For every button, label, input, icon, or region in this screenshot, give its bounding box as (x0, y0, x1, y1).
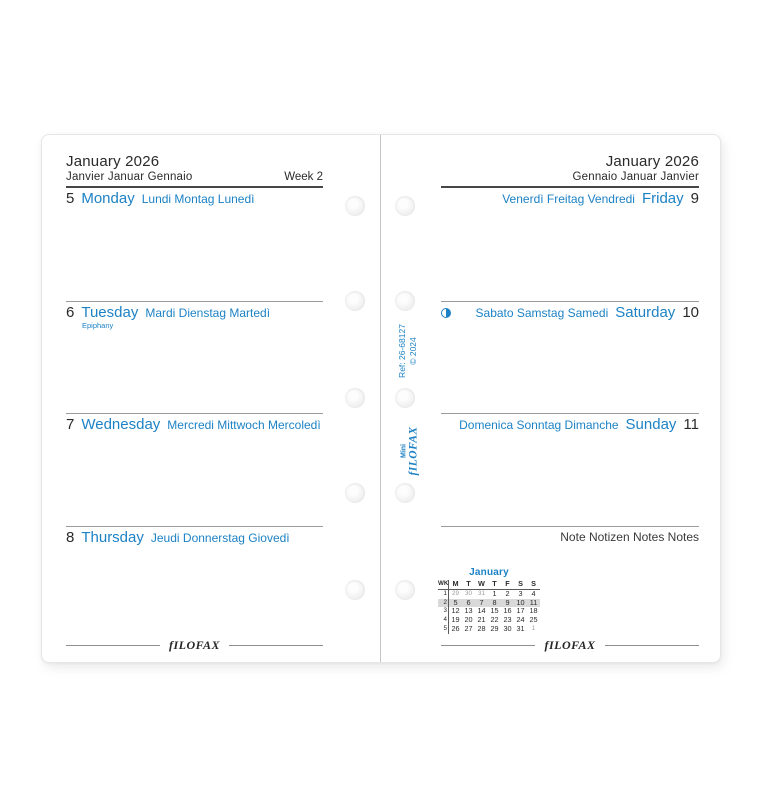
day-translations: Venerdì Freitag Vendredi (502, 192, 635, 206)
calendar-day: 18 (529, 606, 538, 616)
calendar-day: 19 (451, 615, 460, 625)
day-name: Sunday (625, 416, 677, 433)
brand-size-label: Mini (400, 444, 408, 458)
week-number: 4 (438, 616, 449, 625)
punch-hole (345, 291, 365, 311)
weekday-header: S (531, 579, 536, 588)
page-footer (66, 639, 323, 651)
day-divider (441, 526, 699, 527)
calendar-day: 2 (505, 588, 510, 598)
moon-phase-last-quarter-icon (441, 308, 451, 318)
weekday-header: F (505, 579, 510, 588)
day-row-saturday (441, 301, 699, 321)
calendar-day: 30 (465, 589, 472, 597)
punch-hole (345, 580, 365, 600)
calendar-day: 9 (505, 597, 510, 607)
punch-hole (345, 196, 365, 216)
calendar-day: 30 (503, 623, 512, 633)
week-number-label: Week 2 (284, 171, 323, 183)
calendar-day: 8 (492, 597, 497, 607)
copyright-year: © 2024 (408, 337, 418, 365)
calendar-day: 23 (503, 615, 512, 625)
week-number: 5 (438, 625, 449, 634)
day-name: Thursday (81, 529, 144, 546)
filofax-logo: fILOFAX (168, 638, 221, 652)
calendar-day: 6 (466, 597, 471, 607)
day-number: 8 (66, 529, 75, 546)
month-title: January 2026 (605, 153, 699, 170)
calendar-day: 7 (479, 597, 484, 607)
weekday-header: W (478, 579, 485, 588)
day-number: 11 (683, 416, 699, 433)
day-row-friday (441, 187, 699, 207)
month-subtitle: Janvier Januar Gennaio (66, 171, 193, 183)
notes-label: Note Notizen Notes Notes (560, 530, 699, 544)
calendar-day: 29 (452, 589, 459, 597)
day-translations: Mercredi Mittwoch Mercoledì (167, 418, 321, 432)
day-number: 5 (66, 190, 75, 207)
day-number: 6 (66, 304, 75, 321)
day-name: Wednesday (81, 416, 161, 433)
calendar-day: 12 (451, 606, 460, 616)
calendar-day: 10 (516, 597, 525, 607)
punch-hole (395, 580, 415, 600)
calendar-day: 1 (531, 624, 536, 632)
filofax-logo: fILOFAX (544, 638, 596, 652)
day-translations: Jeudi Donnerstag Giovedì (150, 531, 290, 545)
mini-calendar-header-row (438, 580, 540, 590)
calendar-day: 31 (516, 623, 525, 633)
footer-rule (66, 645, 160, 646)
month-title: January 2026 (66, 153, 160, 170)
calendar-day: 14 (477, 606, 486, 616)
day-name: Monday (81, 190, 135, 207)
day-row-tuesday (66, 301, 323, 330)
punch-hole (395, 196, 415, 216)
day-divider (66, 301, 323, 302)
day-row-wednesday (66, 413, 323, 433)
weekday-header: T (466, 579, 471, 588)
day-name: Tuesday (81, 304, 139, 321)
calendar-day: 13 (464, 606, 473, 616)
day-name: Saturday (615, 304, 676, 321)
calendar-day: 29 (490, 623, 499, 633)
mini-calendar (438, 567, 540, 634)
mini-calendar-week-row (438, 625, 540, 634)
footer-rule (229, 645, 323, 646)
ref-number: Ref: 26-68127 (396, 324, 407, 378)
weekday-header: S (518, 579, 523, 588)
calendar-day: 25 (529, 615, 538, 625)
day-divider (441, 301, 699, 302)
week-number: 2 (438, 599, 449, 608)
page-fold-divider (380, 135, 381, 662)
notes-row (441, 526, 699, 544)
calendar-day: 26 (451, 623, 460, 633)
calendar-day: 16 (503, 606, 512, 616)
punch-hole (345, 388, 365, 408)
ref-number-vertical (397, 324, 419, 378)
day-divider (441, 413, 699, 414)
day-divider (66, 526, 323, 527)
weekday-header: T (492, 579, 497, 588)
day-translations: Lundi Montag Lunedì (141, 192, 255, 206)
page-footer (441, 639, 699, 651)
calendar-day: 21 (477, 615, 486, 625)
calendar-day: 11 (529, 597, 538, 607)
punch-hole (395, 388, 415, 408)
calendar-day: 20 (464, 615, 473, 625)
calendar-day: 28 (477, 623, 486, 633)
left-page (66, 135, 323, 662)
day-divider (66, 413, 323, 414)
day-row-thursday (66, 526, 323, 546)
day-row-sunday (441, 413, 699, 433)
mini-calendar-title: January (469, 567, 509, 578)
week-column-header: WK (438, 580, 449, 587)
day-row-monday (66, 187, 323, 207)
calendar-day: 17 (516, 606, 525, 616)
footer-rule (441, 645, 535, 646)
filofax-logo: fILOFAX (407, 426, 420, 476)
calendar-day: 4 (531, 588, 536, 598)
weekday-header: M (452, 579, 459, 588)
calendar-day: 27 (464, 623, 473, 633)
week-number: 1 (438, 590, 449, 599)
calendar-day: 3 (518, 588, 523, 598)
calendar-day: 31 (478, 589, 485, 597)
week-number: 3 (438, 607, 449, 616)
holiday-label: Epiphany (82, 321, 114, 330)
day-number: 7 (66, 416, 75, 433)
calendar-day: 24 (516, 615, 525, 625)
planner-sheet (41, 134, 721, 663)
punch-hole (395, 483, 415, 503)
punch-hole (345, 483, 365, 503)
brand-vertical (400, 426, 419, 475)
calendar-day: 5 (453, 597, 458, 607)
day-translations: Mardi Dienstag Martedì (145, 306, 271, 320)
day-number: 9 (690, 190, 699, 207)
calendar-day: 1 (492, 588, 497, 598)
footer-rule (605, 645, 699, 646)
punch-hole (395, 291, 415, 311)
calendar-day: 15 (490, 606, 499, 616)
day-translations: Domenica Sonntag Dimanche (459, 418, 619, 432)
day-name: Friday (641, 190, 684, 207)
month-subtitle: Gennaio Januar Janvier (572, 171, 699, 183)
day-translations: Sabato Samstag Samedi (475, 306, 609, 320)
day-number: 10 (682, 304, 699, 321)
calendar-day: 22 (490, 615, 499, 625)
